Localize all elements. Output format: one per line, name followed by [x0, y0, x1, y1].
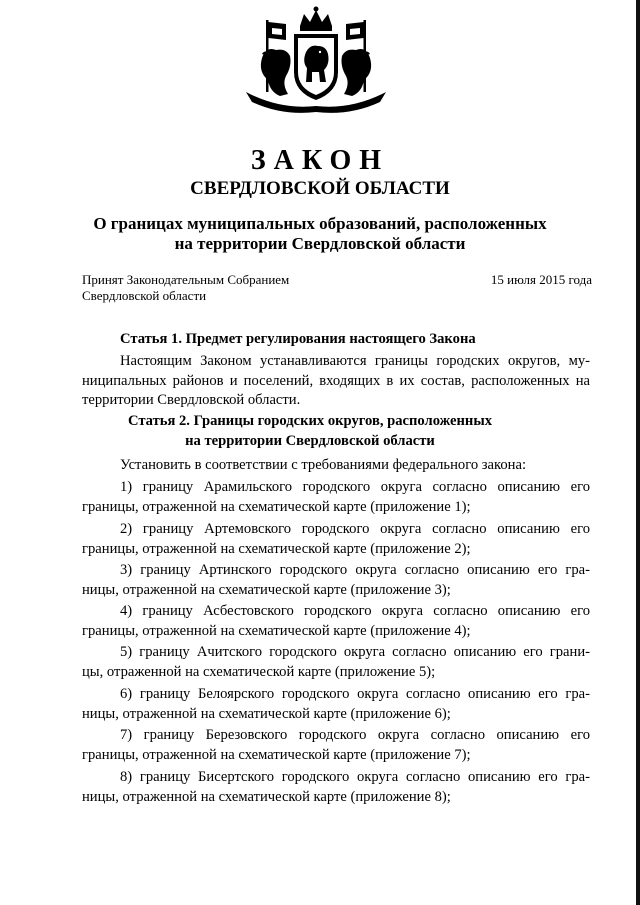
list-item-line: 8) границу Бисертского городского округа согласно описанию его гра- — [120, 769, 590, 785]
list-item-line: ницы, отраженной на схематической карте (приложение 6); — [82, 705, 451, 722]
article-2-heading-line: на территории Свердловской области — [185, 432, 435, 449]
list-item-line: 2) границу Артемовского городского округа согласно описанию его — [120, 521, 590, 537]
list-item-line: 4) границу Асбестовского городского округа согласно описанию его — [120, 603, 590, 619]
adoption-line: Свердловской области — [82, 288, 207, 303]
article-2-heading-line: Статья 2. Границы городских округов, расположенных — [127, 413, 493, 429]
scan-edge — [636, 0, 640, 905]
list-item-line: 5) границу Ачитского городского округа согласно описанию его грани- — [120, 644, 590, 660]
list-item — [82, 685, 590, 724]
law-region: СВЕРДЛОВСКОЙ ОБЛАСТИ — [190, 178, 450, 199]
law-title: ЗАКОН — [250, 145, 390, 176]
adoption-line: Принят Законодательным Собранием — [82, 272, 290, 287]
list-item-line: границы, отраженной на схематической карте (приложение 4); — [82, 622, 471, 639]
list-item-line: цы, отраженной на схематической карте (приложение 5); — [82, 663, 436, 680]
adoption-date: 15 июля 2015 года — [490, 272, 592, 287]
list-item — [82, 520, 590, 559]
list-item-line: ницы, отраженной на схематической карте (приложение 3); — [82, 581, 451, 598]
article-2-intro — [82, 456, 590, 476]
law-subject-line: на территории Свердловской области — [174, 234, 466, 253]
list-item-line: границы, отраженной на схематической карте (приложение 2); — [82, 540, 471, 557]
article-2-heading — [120, 412, 500, 451]
list-item-line: 7) границу Березовского городского округа согласно описанию его — [120, 727, 590, 743]
list-item — [82, 602, 590, 641]
list-item-line: 3) границу Артинского городского округа согласно описанию его гра- — [120, 562, 590, 578]
paragraph-line: территории Свердловской области. — [82, 392, 301, 409]
article-1-heading: Статья 1. Предмет регулирования настоящего Закона — [120, 331, 476, 347]
list-item — [82, 478, 590, 517]
list-item — [82, 768, 590, 807]
adoption-authority — [82, 272, 342, 304]
list-item-line: 6) границу Белоярского городского округа согласно описанию его гра- — [120, 686, 590, 702]
law-subject — [60, 214, 580, 254]
law-subject-line: О границах муниципальных образований, расположенных — [93, 214, 547, 233]
paragraph-line: Настоящим Законом устанавливаются границы городских округов, му- — [120, 353, 590, 369]
list-item-line: 1) границу Арамильского городского округа согласно описанию его — [120, 479, 590, 495]
list-item-line: границы, отраженной на схематической карте (приложение 7); — [82, 746, 471, 763]
article-1-paragraph — [82, 352, 590, 411]
list-item — [82, 643, 590, 682]
paragraph-line: ниципальных районов и поселений, входящих в их состав, расположенных на — [82, 372, 590, 389]
list-item-line: ницы, отраженной на схематической карте (приложение 8); — [82, 788, 451, 805]
paragraph-line: Установить в соответствии с требованиями федерального закона: — [120, 457, 526, 473]
coat-of-arms-icon — [240, 6, 392, 118]
list-item — [82, 726, 590, 765]
list-item — [82, 561, 590, 600]
list-item-line: границы, отраженной на схематической карте (приложение 1); — [82, 498, 471, 515]
